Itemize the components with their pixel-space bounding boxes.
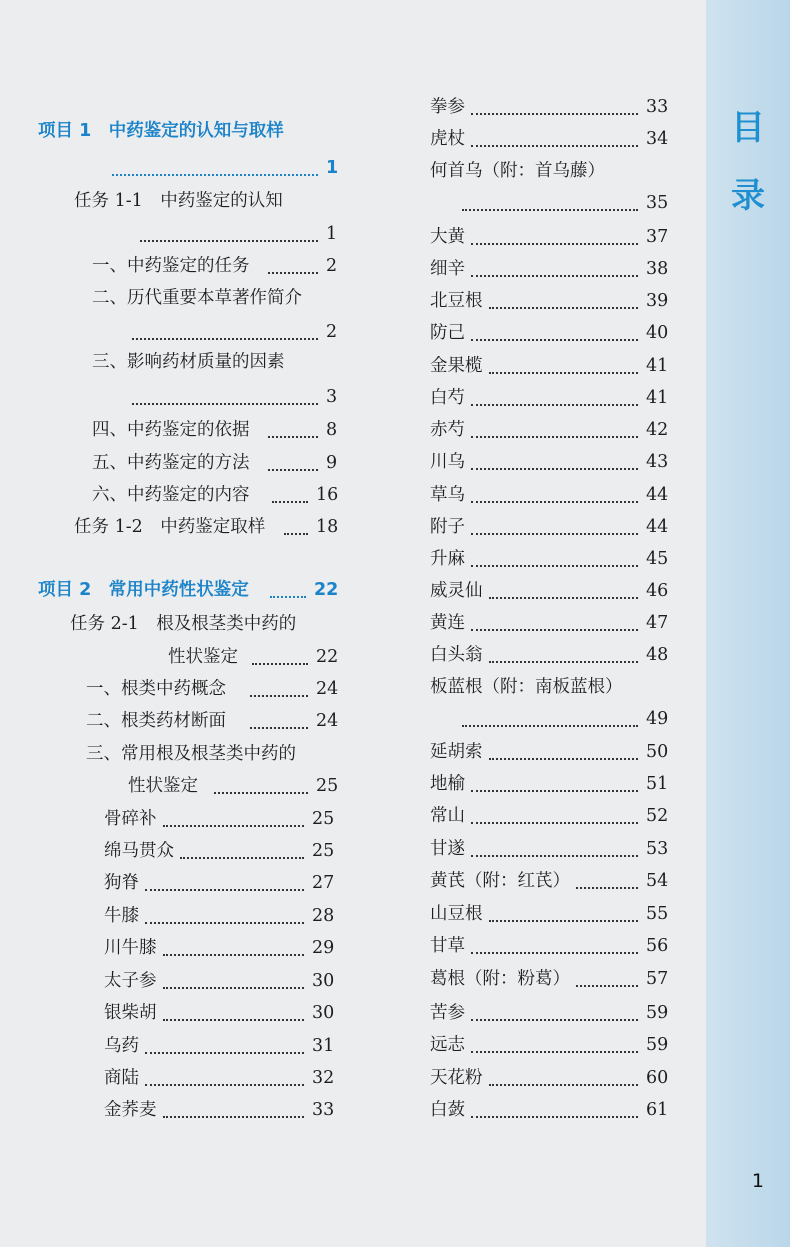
toc-drug-entry[interactable]: 狗脊 <box>104 873 139 893</box>
toc-leader <box>145 1052 304 1054</box>
toc-drug-page: 33 <box>646 97 669 117</box>
toc-leader <box>145 922 304 924</box>
toc-item[interactable]: 二、根类药材断面 <box>86 711 226 731</box>
toc-leader <box>140 240 318 242</box>
toc-leader <box>471 1051 638 1053</box>
toc-drug-entry[interactable]: 银柴胡 <box>104 1003 157 1023</box>
toc-leader <box>268 469 318 471</box>
toc-heading-project-2-page: 22 <box>314 580 339 600</box>
toc-drug-page: 35 <box>646 193 669 213</box>
toc-drug-page: 50 <box>646 742 669 762</box>
toc-drug-page: 33 <box>312 1100 335 1120</box>
toc-leader <box>471 855 638 857</box>
toc-task-2-1[interactable]: 任务 2-1 根及根茎类中药的 <box>70 614 297 634</box>
toc-drug-page: 48 <box>646 645 669 665</box>
toc-leader <box>471 113 638 115</box>
toc-drug-entry[interactable]: 川牛膝 <box>104 938 157 958</box>
toc-leader <box>180 857 304 859</box>
toc-leader <box>462 725 638 727</box>
toc-drug-entry[interactable]: 赤芍 <box>430 420 465 440</box>
toc-leader <box>471 565 638 567</box>
toc-item-page: 9 <box>326 453 338 473</box>
toc-drug-page: 59 <box>646 1003 669 1023</box>
toc-drug-entry[interactable]: 牛膝 <box>104 906 139 926</box>
toc-item-page: 24 <box>316 711 339 731</box>
toc-task-1-1-page: 1 <box>326 224 338 244</box>
toc-drug-entry[interactable]: 防己 <box>430 323 465 343</box>
toc-leader <box>145 1084 304 1086</box>
toc-leader <box>132 338 318 340</box>
toc-drug-page: 28 <box>312 906 335 926</box>
toc-leader <box>471 501 638 503</box>
toc-drug-page: 44 <box>646 485 669 505</box>
toc-item[interactable]: 二、历代重要本草著作简介 <box>92 288 302 308</box>
toc-drug-page: 54 <box>646 871 669 891</box>
toc-drug-entry[interactable]: 黄芪（附：红芪） <box>430 871 570 891</box>
page-number: 1 <box>751 1170 764 1192</box>
toc-drug-entry[interactable]: 远志 <box>430 1035 465 1055</box>
toc-leader <box>489 1084 638 1086</box>
toc-drug-page: 49 <box>646 709 669 729</box>
toc-leader <box>576 985 638 987</box>
toc-drug-page: 39 <box>646 291 669 311</box>
toc-drug-entry[interactable]: 板蓝根（附：南板蓝根） <box>430 677 623 697</box>
toc-leader <box>163 825 304 827</box>
toc-leader <box>163 987 304 989</box>
toc-leader <box>462 209 638 211</box>
toc-leader <box>268 272 318 274</box>
toc-drug-page: 30 <box>312 971 335 991</box>
toc-drug-entry[interactable]: 拳参 <box>430 97 465 117</box>
toc-drug-entry[interactable]: 何首乌（附：首乌藤） <box>430 161 605 181</box>
toc-item-page: 2 <box>326 256 338 276</box>
toc-item-line2: 性状鉴定 <box>128 776 198 796</box>
toc-leader <box>489 307 638 309</box>
toc-leader <box>489 597 638 599</box>
toc-drug-page: 32 <box>312 1068 335 1088</box>
toc-drug-entry[interactable]: 商陆 <box>104 1068 139 1088</box>
toc-leader <box>132 403 318 405</box>
toc-leader <box>471 243 638 245</box>
toc-item[interactable]: 五、中药鉴定的方法 <box>92 453 250 473</box>
toc-drug-entry[interactable]: 草乌 <box>430 485 465 505</box>
toc-leader <box>163 1019 304 1021</box>
toc-drug-page: 45 <box>646 549 669 569</box>
toc-item-page: 16 <box>316 485 339 505</box>
toc-leader <box>471 533 638 535</box>
toc-drug-page: 30 <box>312 1003 335 1023</box>
toc-leader <box>471 629 638 631</box>
toc-drug-page: 34 <box>646 129 669 149</box>
toc-drug-entry[interactable]: 虎杖 <box>430 129 465 149</box>
toc-leader <box>272 501 308 503</box>
toc-drug-entry[interactable]: 山豆根 <box>430 904 483 924</box>
toc-task-1-2[interactable]: 任务 1-2 中药鉴定取样 <box>74 517 266 537</box>
toc-item[interactable]: 三、影响药材质量的因素 <box>92 352 285 372</box>
toc-drug-entry[interactable]: 骨碎补 <box>104 809 157 829</box>
toc-item[interactable]: 四、中药鉴定的依据 <box>92 420 250 440</box>
toc-drug-page: 51 <box>646 774 669 794</box>
toc-item-page: 25 <box>316 776 339 796</box>
toc-leader <box>471 1116 638 1118</box>
toc-leader <box>471 822 638 824</box>
toc-heading-project-1[interactable]: 项目 1 中药鉴定的认知与取样 <box>38 121 284 141</box>
toc-drug-page: 52 <box>646 806 669 826</box>
toc-task-2-1-line2: 性状鉴定 <box>168 647 238 667</box>
toc-item[interactable]: 三、常用根及根茎类中药的 <box>86 744 296 764</box>
toc-leader <box>145 889 304 891</box>
toc-leader <box>284 533 308 535</box>
toc-drug-page: 25 <box>312 841 335 861</box>
toc-leader <box>471 339 638 341</box>
toc-item-page: 8 <box>326 420 338 440</box>
toc-drug-entry[interactable]: 地榆 <box>430 774 465 794</box>
toc-leader <box>576 887 638 889</box>
toc-drug-entry[interactable]: 乌药 <box>104 1036 139 1056</box>
toc-drug-entry[interactable]: 细辛 <box>430 259 465 279</box>
toc-leader <box>471 145 638 147</box>
toc-drug-page: 59 <box>646 1035 669 1055</box>
toc-leader <box>489 372 638 374</box>
toc-drug-entry[interactable]: 甘遂 <box>430 839 465 859</box>
toc-drug-entry[interactable]: 川乌 <box>430 452 465 472</box>
toc-leader <box>268 436 318 438</box>
toc-drug-page: 55 <box>646 904 669 924</box>
toc-drug-page: 56 <box>646 936 669 956</box>
toc-task-2-1-page: 22 <box>316 647 339 667</box>
toc-leader <box>471 952 638 954</box>
toc-heading-project-2[interactable]: 项目 2 常用中药性状鉴定 <box>38 580 249 600</box>
toc-drug-entry[interactable]: 太子参 <box>104 971 157 991</box>
toc-leader <box>471 790 638 792</box>
toc-drug-page: 43 <box>646 452 669 472</box>
toc-leader <box>112 174 318 176</box>
toc-drug-page: 60 <box>646 1068 669 1088</box>
toc-drug-entry[interactable]: 白芍 <box>430 388 465 408</box>
toc-item[interactable]: 一、中药鉴定的任务 <box>92 256 250 276</box>
toc-leader <box>252 663 308 665</box>
toc-leader <box>270 596 306 598</box>
toc-drug-entry[interactable]: 威灵仙 <box>430 581 483 601</box>
toc-drug-entry[interactable]: 金果榄 <box>430 356 483 376</box>
toc-leader <box>471 468 638 470</box>
toc-drug-entry[interactable]: 黄连 <box>430 613 465 633</box>
toc-drug-page: 25 <box>312 809 335 829</box>
side-title-top: 目 <box>731 108 765 148</box>
toc-item-page: 3 <box>326 387 338 407</box>
toc-drug-page: 40 <box>646 323 669 343</box>
toc-drug-page: 47 <box>646 613 669 633</box>
toc-item-page: 2 <box>326 322 338 342</box>
toc-drug-entry[interactable]: 天花粉 <box>430 1068 483 1088</box>
toc-drug-entry[interactable]: 延胡索 <box>430 742 483 762</box>
toc-leader <box>471 436 638 438</box>
toc-leader <box>163 1116 304 1118</box>
toc-leader <box>471 1019 638 1021</box>
toc-drug-entry[interactable]: 绵马贯众 <box>104 841 174 861</box>
toc-leader <box>471 275 638 277</box>
toc-leader <box>471 404 638 406</box>
toc-drug-page: 53 <box>646 839 669 859</box>
toc-item[interactable]: 六、中药鉴定的内容 <box>92 485 250 505</box>
toc-item-page: 24 <box>316 679 339 699</box>
toc-drug-page: 41 <box>646 388 669 408</box>
toc-drug-entry[interactable]: 附子 <box>430 517 465 537</box>
toc-drug-page: 61 <box>646 1100 669 1120</box>
toc-heading-project-1-page: 1 <box>326 158 339 178</box>
toc-task-1-1[interactable]: 任务 1-1 中药鉴定的认知 <box>74 191 283 211</box>
toc-leader <box>250 727 308 729</box>
toc-leader <box>163 954 304 956</box>
toc-task-1-2-page: 18 <box>316 517 339 537</box>
toc-drug-page: 37 <box>646 227 669 247</box>
toc-drug-entry[interactable]: 金荞麦 <box>104 1100 157 1120</box>
side-title-bottom: 录 <box>731 176 765 216</box>
toc-drug-page: 42 <box>646 420 669 440</box>
toc-drug-entry[interactable]: 常山 <box>430 806 465 826</box>
toc-drug-entry[interactable]: 苦参 <box>430 1003 465 1023</box>
toc-drug-entry[interactable]: 北豆根 <box>430 291 483 311</box>
toc-leader <box>214 792 308 794</box>
toc-drug-entry[interactable]: 甘草 <box>430 936 465 956</box>
toc-drug-entry[interactable]: 大黄 <box>430 227 465 247</box>
toc-leader <box>489 758 638 760</box>
toc-drug-entry[interactable]: 白蔹 <box>430 1100 465 1120</box>
toc-leader <box>250 695 308 697</box>
toc-leader <box>489 920 638 922</box>
toc-drug-page: 57 <box>646 969 669 989</box>
toc-drug-entry[interactable]: 升麻 <box>430 549 465 569</box>
toc-drug-entry[interactable]: 葛根（附：粉葛） <box>430 969 570 989</box>
toc-drug-page: 38 <box>646 259 669 279</box>
toc-drug-page: 41 <box>646 356 669 376</box>
toc-drug-page: 29 <box>312 938 335 958</box>
toc-item[interactable]: 一、根类中药概念 <box>86 679 226 699</box>
toc-drug-entry[interactable]: 白头翁 <box>430 645 483 665</box>
toc-leader <box>489 661 638 663</box>
toc-drug-page: 27 <box>312 873 335 893</box>
toc-drug-page: 44 <box>646 517 669 537</box>
toc-drug-page: 46 <box>646 581 669 601</box>
toc-drug-page: 31 <box>312 1036 335 1056</box>
